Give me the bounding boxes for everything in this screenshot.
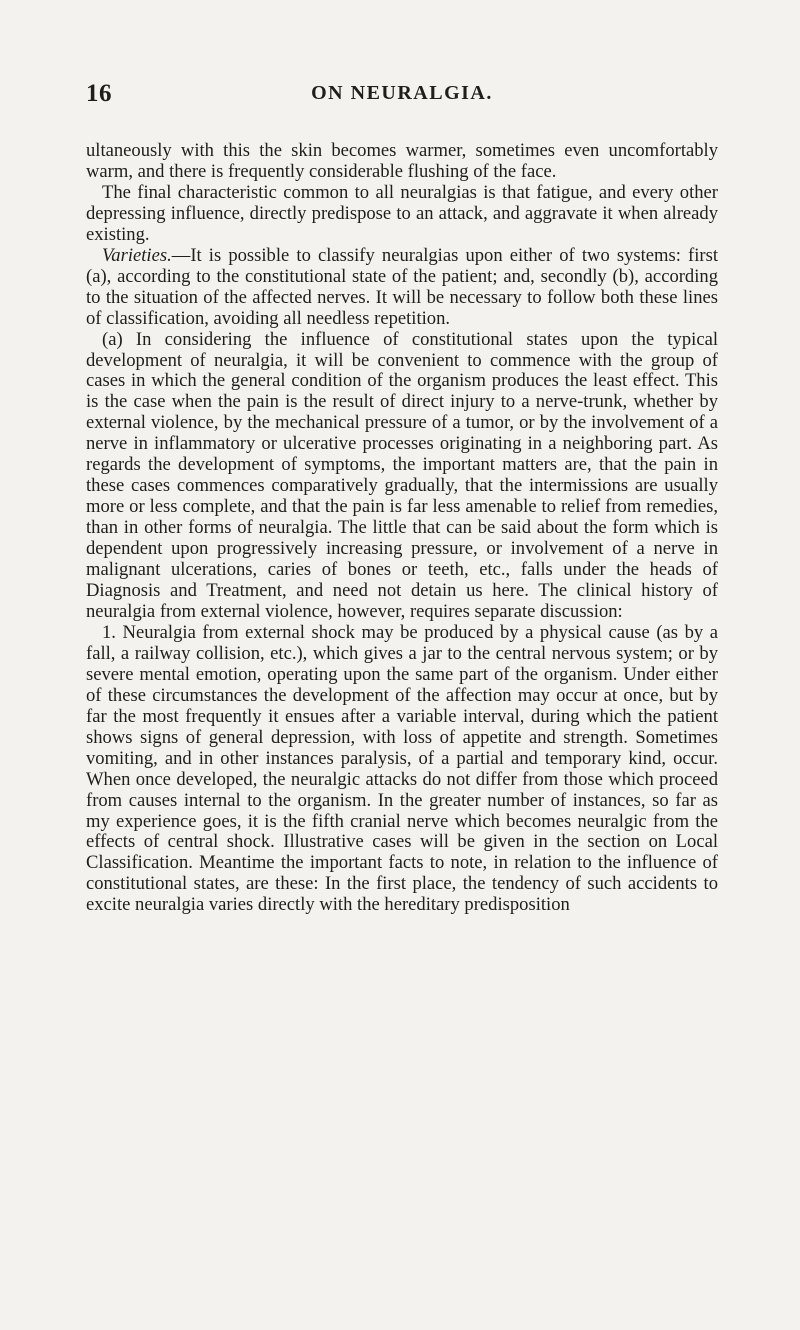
- page-number: 16: [86, 80, 112, 107]
- paragraph: [86, 623, 718, 916]
- paragraph-text: The final characteristic common to all neuralgias is that fatigue, and every other depressing influence, directly predispose to an attack, and aggravate it when already existing.: [86, 181, 718, 245]
- section-lead: Varieties.: [102, 244, 172, 266]
- paragraph: [86, 141, 718, 183]
- paragraph: [86, 246, 718, 330]
- page-header: [86, 80, 718, 110]
- paragraph: [86, 330, 718, 623]
- paragraph: [86, 183, 718, 246]
- running-head: ON NEURALGIA.: [311, 82, 493, 104]
- paragraph-text: (a) In considering the influence of constitutional states upon the typical development of neuralgia, it will be convenient to commence with the group of cases in which the general condition of the organism produces the least effect. This is the case when the pain is the result of direct injury to a nerve-trunk, whether by external violence, by the mechanical pressure of a tumor, or by the involvement of a nerve in inflammatory or ulcerative processes originating in a neighboring part. As regards the development of symptoms, the important matters are, that the pain in these cases commences comparatively gradually, that the intermissions are usually more or less complete, and that the pain is far less amenable to relief from remedies, than in other forms of neuralgia. The little that can be said about the form which is dependent upon progressively increasing pressure, or involvement of a nerve in malignant ulcerations, caries of bones or teeth, etc., falls under the heads of Diagnosis and Treatment, and need not detain us here. The clinical history of neuralgia from external violence, however, requires separate discussion:: [86, 328, 718, 622]
- paragraph-text: —It is possible to classify neuralgias upon either of two systems: first (a), according to the constitutional state of the patient; and, secondly (b), according to the situation of the affected nerves. It will be necessary to follow both these lines of classification, avoiding all needless repetition.: [86, 244, 718, 329]
- paragraph-text: ultaneously with this the skin becomes warmer, sometimes even uncomfortably warm, and there is frequently considerable flushing of the face.: [86, 140, 718, 182]
- body-text: [86, 141, 718, 916]
- paragraph-text: 1. Neuralgia from external shock may be produced by a physical cause (as by a fall, a railway collision, etc.), which gives a jar to the central nervous system; or by severe mental emotion, operating upon the same part of the organism. Under either of these circumstances the development of the affection may occur at once, but by far the most frequently it ensues after a variable interval, during which the patient shows signs of general depression, with loss of appetite and strength. Sometimes vomiting, and in other instances paralysis, of a partial and temporary kind, occur. When once developed, the neuralgic attacks do not differ from those which proceed from causes internal to the organism. In the greater number of instances, so far as my experience goes, it is the fifth cranial nerve which becomes neuralgic from the effects of central shock. Illustrative cases will be given in the section on Local Classification. Meantime the important facts to note, in relation to the influence of constitutional states, are these: In the first place, the tendency of such accidents to excite neuralgia varies directly with the hereditary predisposition: [86, 621, 718, 916]
